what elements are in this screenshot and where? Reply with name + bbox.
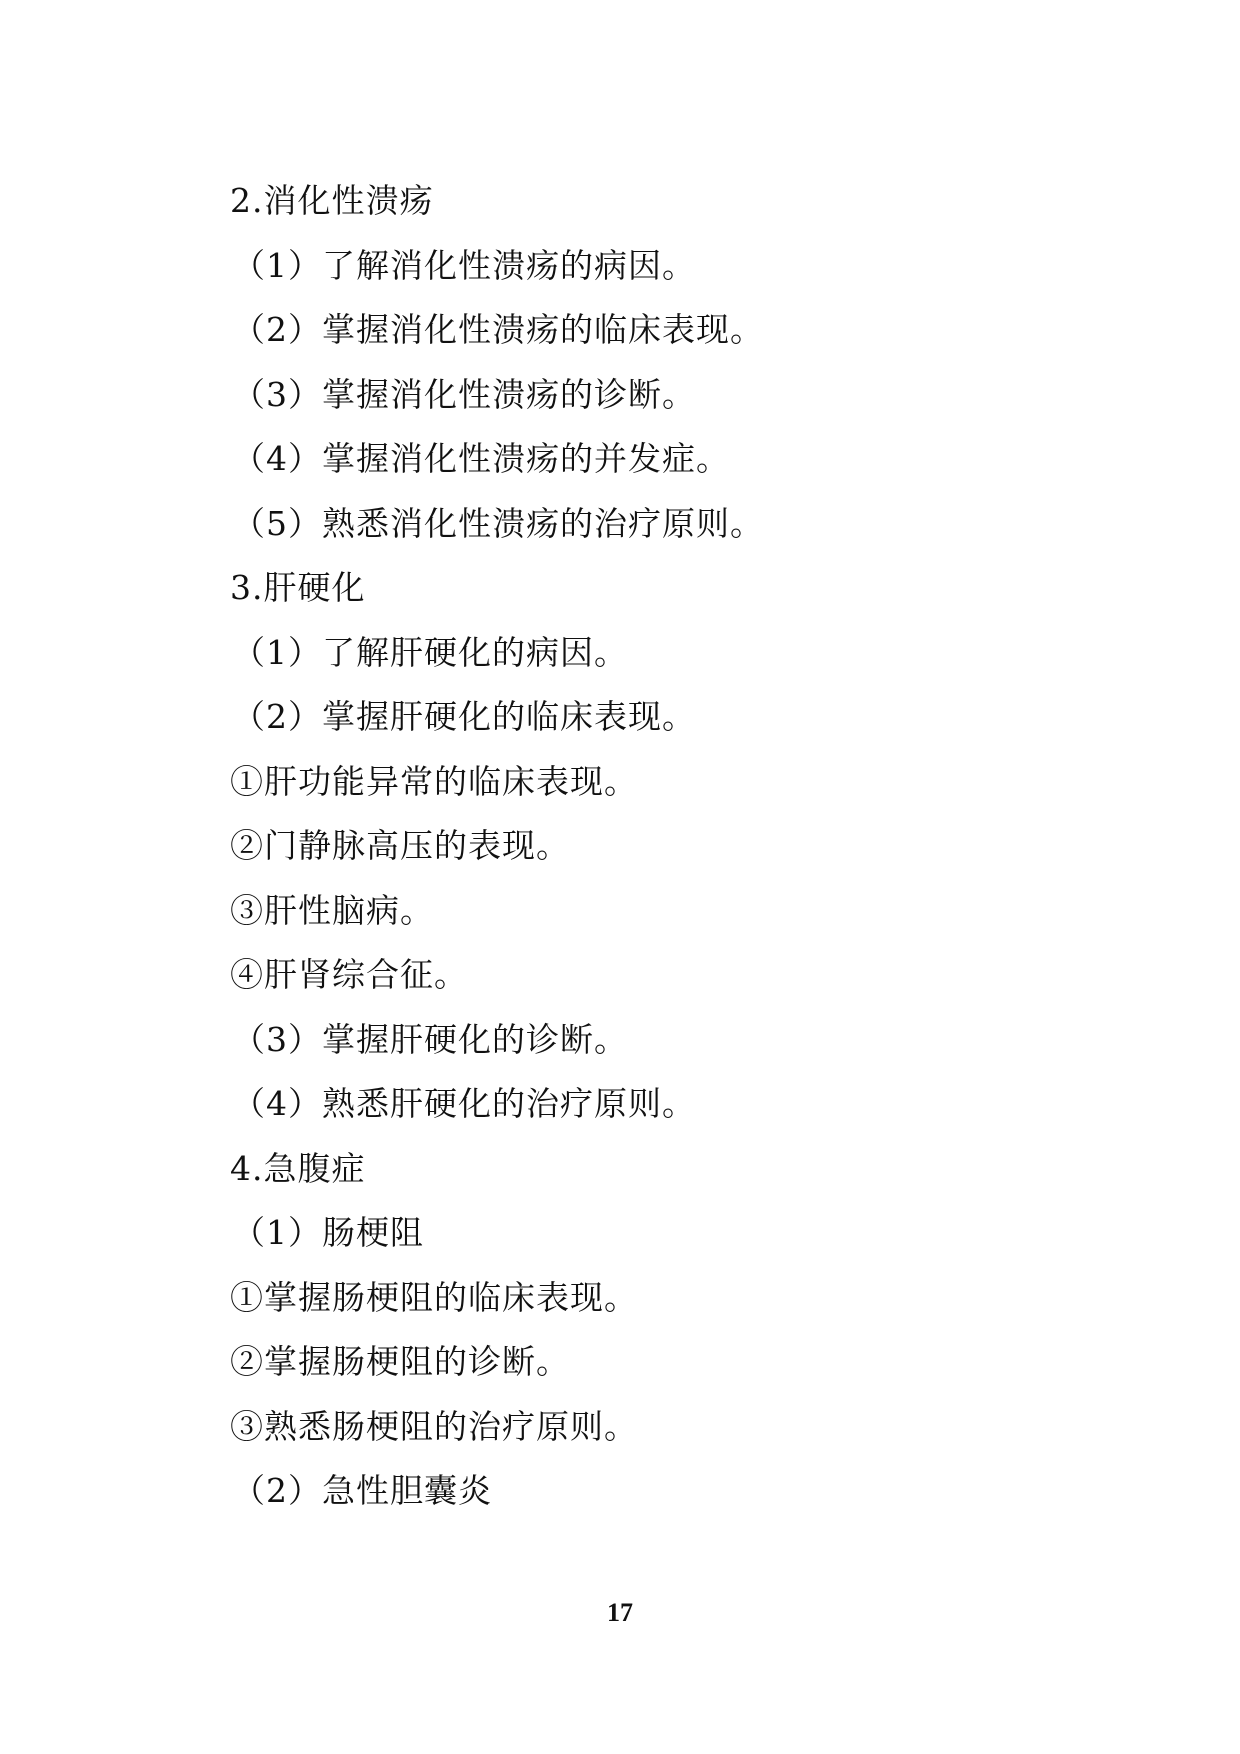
numbered-point: ①肝功能异常的临床表现。 xyxy=(230,761,638,801)
subsection-item: （3）掌握消化性溃疡的诊断。 xyxy=(232,374,696,414)
numbered-point: ②门静脉高压的表现。 xyxy=(230,826,570,865)
subsection-item: （4）掌握消化性溃疡的并发症。 xyxy=(232,439,730,478)
subsection-item: （3）掌握肝硬化的诊断。 xyxy=(232,1019,628,1059)
numbered-point: ②掌握肠梗阻的诊断。 xyxy=(230,1342,570,1381)
subsection-item: （1）了解肝硬化的病因。 xyxy=(232,632,628,672)
subsection-item: （4）熟悉肝硬化的治疗原则。 xyxy=(232,1084,696,1123)
subsection-item: （1）了解消化性溃疡的病因。 xyxy=(232,245,696,285)
subsection-item: （2）急性胆囊炎 xyxy=(232,1471,492,1510)
section-heading: 3.肝硬化 xyxy=(230,568,366,607)
document-body xyxy=(230,175,1130,1530)
numbered-point: ①掌握肠梗阻的临床表现。 xyxy=(230,1277,638,1317)
numbered-point: ③肝性脑病。 xyxy=(230,890,434,930)
subsection-item: （5）熟悉消化性溃疡的治疗原则。 xyxy=(232,503,764,543)
section-heading: 4.急腹症 xyxy=(230,1148,366,1188)
page-number: 17 xyxy=(607,1598,633,1627)
section-heading: 2.消化性溃疡 xyxy=(230,181,434,220)
numbered-point: ③熟悉肠梗阻的治疗原则。 xyxy=(230,1406,638,1446)
subsection-item: （2）掌握消化性溃疡的临床表现。 xyxy=(232,310,764,349)
numbered-point: ④肝肾综合征。 xyxy=(230,955,468,994)
subsection-item: （2）掌握肝硬化的临床表现。 xyxy=(232,697,696,736)
subsection-item: （1）肠梗阻 xyxy=(232,1213,424,1252)
